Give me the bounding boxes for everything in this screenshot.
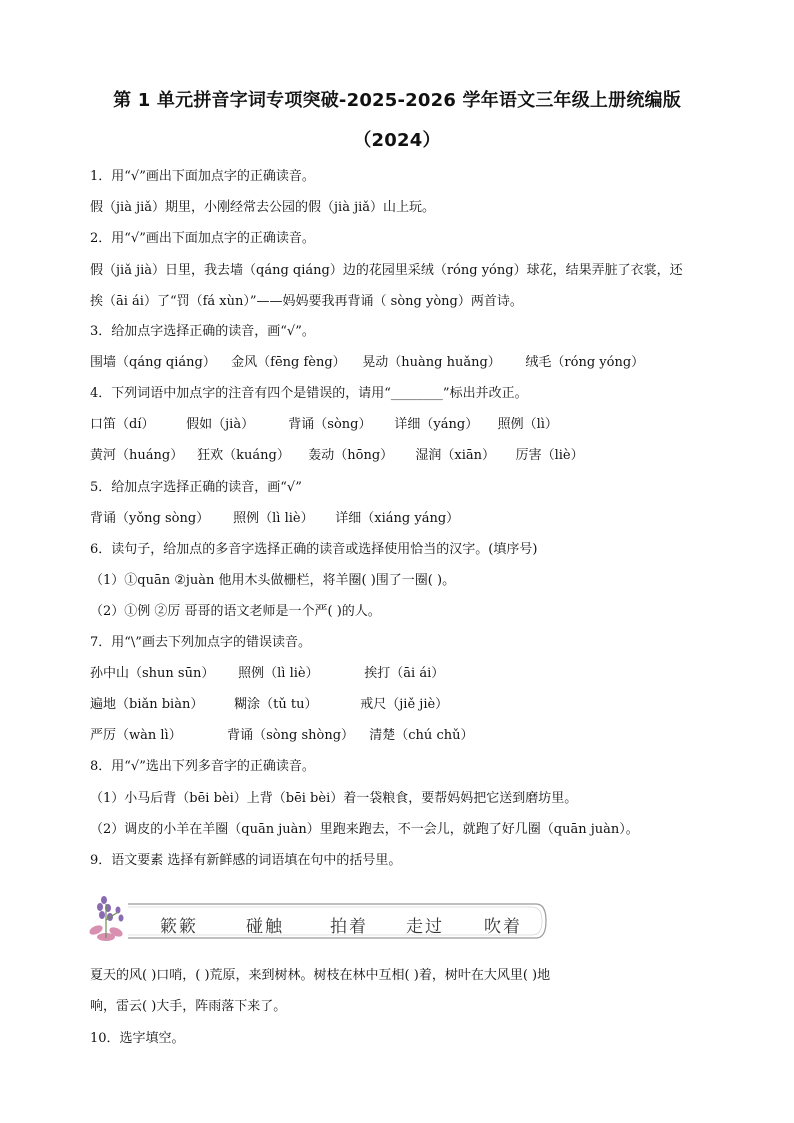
q4-row-1 <box>90 416 558 434</box>
q3-item: 金风（fēng fèng） <box>231 355 346 370</box>
q7-row-1 <box>90 665 444 683</box>
word-bank-item: 吹着 <box>484 917 522 937</box>
q4-item: 口笛（dí） <box>90 417 155 432</box>
word-bank-item: 走过 <box>406 917 444 937</box>
q4-item: 照例（lì） <box>497 417 558 432</box>
q7-item: 糊涂（tǔ tu） <box>234 697 318 712</box>
q5-row <box>90 510 459 528</box>
q4-item: 详细（yáng） <box>394 417 479 432</box>
q2-prompt: 2．用“√”画出下面加点字的正确读音。 <box>90 231 315 246</box>
page-title: 第 1 单元拼音字词专项突破-2025-2026 学年语文三年级上册统编版 <box>113 90 681 111</box>
q5-item: 照例（lì liè） <box>233 511 314 526</box>
q3-item: 晃动（huàng huǎng） <box>362 355 501 370</box>
q4-item: 厉害（liè） <box>515 448 584 463</box>
q7-item: 严厉（wàn lì） <box>90 728 182 743</box>
page-title-year: （2024） <box>353 130 441 151</box>
q3-item: 绒毛（róng yóng） <box>525 355 645 370</box>
q7-row-2 <box>90 696 448 714</box>
q1-sentence: 假（jià jiǎ）期里，小刚经常去公园的假（jià jiǎ）山上玩。 <box>90 200 436 215</box>
q7-item: 清楚（chú chǔ） <box>369 728 474 743</box>
word-bank-banner <box>88 890 548 950</box>
q9-sentence-line1: 夏天的风( )口哨，( )荒原，来到树林。树枝在林中互相( )着，树叶在大风里( )地 <box>90 968 551 983</box>
q4-item: 狂欢（kuáng） <box>197 448 290 463</box>
q9-prompt: 9．语文要素 选择有新鲜感的词语填在句中的括号里。 <box>90 853 402 868</box>
word-bank-item: 拍着 <box>330 917 368 937</box>
q5-item: 背诵（yǒng sòng） <box>90 511 210 526</box>
q2-sentence-line1: 假（jiǎ jià）日里，我去墙（qáng qiáng）边的花园里采绒（róng yóng）球花，结果弄脏了衣裳，还 <box>90 263 683 278</box>
q7-item: 孙中山（shun sūn） <box>90 666 215 681</box>
q7-item: 遍地（biǎn biàn） <box>90 697 204 712</box>
q7-prompt: 7．用“\”画去下列加点字的错误读音。 <box>90 635 311 650</box>
q4-item: 轰动（hōng） <box>308 448 394 463</box>
q6-item-1: （1）①quān ②juàn 他用木头做栅栏，将羊圈( )围了一圈( )。 <box>90 573 456 588</box>
q6-item-2: （2）①例 ②厉 哥哥的语文老师是一个严( )的人。 <box>90 604 381 619</box>
q5-item: 详细（xiáng yáng） <box>335 511 460 526</box>
word-bank-item: 簌簌 <box>160 917 198 937</box>
q9-sentence-line2: 响，雷云( )大手，阵雨落下来了。 <box>90 999 287 1014</box>
q7-row-3 <box>90 727 473 745</box>
q3-prompt: 3．给加点字选择正确的读音，画“√”。 <box>90 324 315 339</box>
q3-row <box>90 354 644 372</box>
q7-item: 背诵（sòng shòng） <box>227 728 355 743</box>
q7-item: 照例（lì liè） <box>238 666 319 681</box>
q3-item: 围墙（qáng qiáng） <box>90 355 216 370</box>
q10-prompt: 10．选字填空。 <box>90 1031 185 1046</box>
q7-item: 戒尺（jiě jiè） <box>360 697 449 712</box>
lavender-flower-icon <box>88 890 548 950</box>
q4-item: 背诵（sòng） <box>288 417 372 432</box>
word-bank-item: 碰触 <box>246 917 284 937</box>
q4-item: 黄河（huáng） <box>90 448 184 463</box>
q4-row-2 <box>90 447 584 465</box>
q6-prompt: 6．读句子，给加点的多音字选择正确的读音或选择使用恰当的汉字。(填序号) <box>90 542 538 557</box>
q8-item-1: （1）小马后背（bēi bèi）上背（bēi bèi）着一袋粮食，要帮妈妈把它送到磨坊里。 <box>90 791 578 806</box>
q2-sentence-line2: 挨（āi ái）了“罚（fá xùn）”——妈妈要我再背诵（ sòng yòng）两首诗。 <box>90 294 523 309</box>
q8-item-2: （2）调皮的小羊在羊圈（quān juàn）里跑来跑去，不一会儿，就跑了好几圈（quān juàn）。 <box>90 822 639 837</box>
q1-prompt: 1．用“√”画出下面加点字的正确读音。 <box>90 169 315 184</box>
q7-item: 挨打（āi ái） <box>364 666 445 681</box>
q4-item: 湿润（xiān） <box>415 448 496 463</box>
q4-item: 假如（jià） <box>186 417 255 432</box>
q8-prompt: 8．用“√”选出下列多音字的正确读音。 <box>90 759 315 774</box>
q5-prompt: 5．给加点字选择正确的读音，画“√” <box>90 480 302 495</box>
q4-prompt: 4．下列词语中加点字的注音有四个是错误的，请用“________”标出并改正。 <box>90 386 528 401</box>
